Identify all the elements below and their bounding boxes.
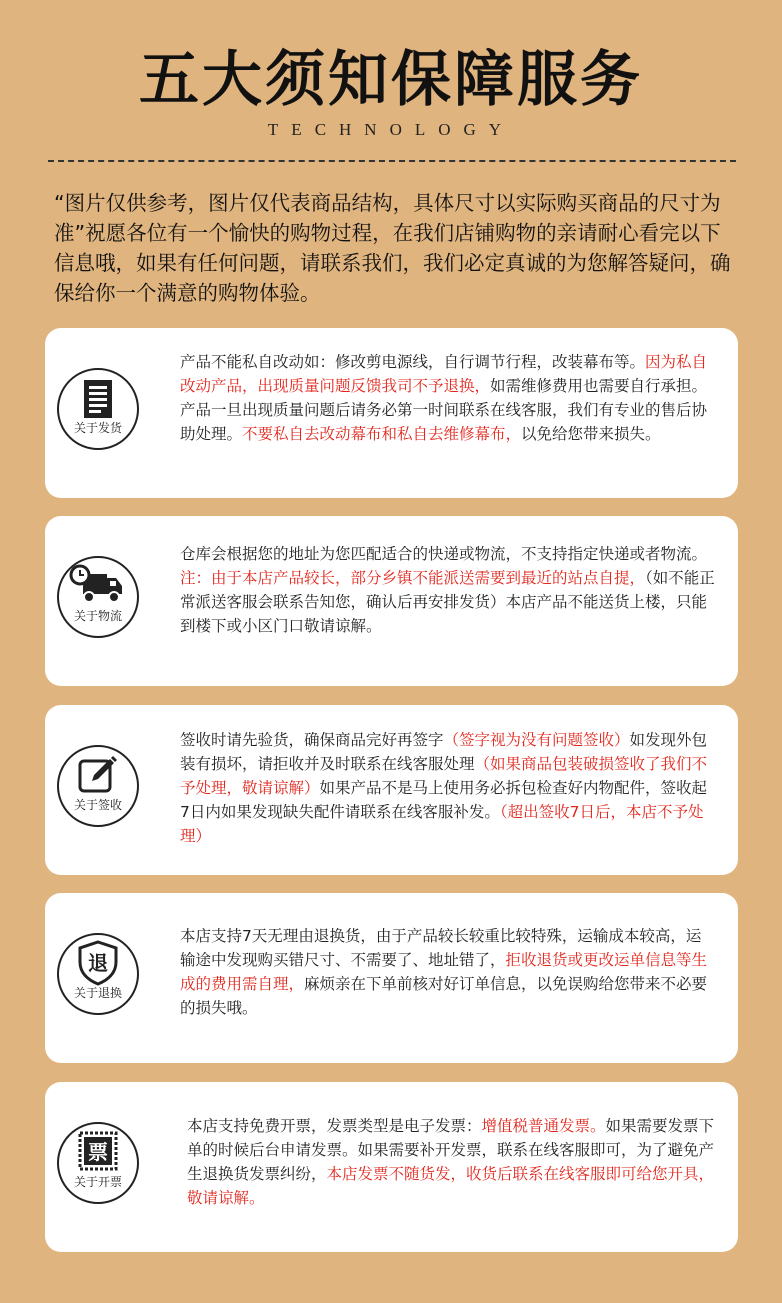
edit-pen-icon	[76, 753, 120, 797]
invoice-badge-glyph: 票	[88, 1140, 108, 1164]
icon-badge-shipping	[57, 368, 139, 450]
page-subtitle: TECHNOLOGY	[267, 120, 515, 139]
text-segment: 以免给您带来损失。	[521, 425, 661, 443]
icon-label-receipt: 关于签收	[73, 798, 122, 812]
text-segment: （如不能正常派送客服会联系告知您，确认后再安排发货）本店产品不能送货上楼，只能到楼下或小区门口敬请谅解。	[180, 569, 715, 635]
text-segment: 如发现外包装有损坏，请拒收并及时联系在线客服处理	[180, 731, 708, 773]
highlight-text-segment: 因为私自改动产品，出现质量问题反馈我司不予退换，	[180, 353, 708, 395]
card-text-logistics	[180, 542, 715, 638]
highlight-text-segment: （签字视为没有问题签收）	[443, 731, 630, 749]
return-shield-icon	[76, 940, 120, 986]
icon-badge-receipt	[57, 745, 139, 827]
card-text-invoice	[187, 1114, 719, 1210]
return-badge-glyph: 退	[88, 951, 108, 975]
invoice-stamp-icon	[76, 1129, 120, 1173]
highlight-text-segment: 拒收退货或更改运单信息等生成的费用需自理，	[180, 951, 708, 993]
highlight-text-segment: 本店发票不随货发，收货后联系在线客服即可给您开具，敬请谅解。	[187, 1165, 715, 1207]
card-returns	[45, 893, 738, 1063]
text-segment: 麻烦亲在下单前核对好订单信息，以免误购给您带来不必要的损失哦。	[180, 975, 708, 1017]
icon-label-returns: 关于退换	[73, 986, 122, 1000]
highlight-text-segment: （如果商品包装破损签收了我们不予处理，敬请谅解）	[180, 755, 708, 797]
icon-badge-invoice	[57, 1122, 139, 1204]
document-icon	[76, 377, 120, 421]
dashed-divider	[48, 160, 736, 162]
highlight-text-segment: 不要私自去改动幕布和私自去维修幕布，	[242, 425, 522, 443]
intro-text: “图片仅供参考，图片仅代表商品结构，具体尺寸以实际购买商品的尺寸为准”祝愿各位有一个愉快的购物过程，在我们店铺购物的亲请耐心看完以下信息哦，如果有任何问题，请联系我们，我们必定真诚的为您解答疑问，确保给你一个满意的购物体验。	[54, 191, 731, 305]
delivery-truck-icon	[69, 564, 125, 608]
text-segment: 产品不能私自改动如：修改剪电源线，自行调节行程，改装幕布等。	[180, 353, 646, 371]
card-invoice	[45, 1082, 738, 1252]
icon-label-shipping: 关于发货	[73, 421, 122, 435]
icon-badge-returns	[57, 933, 139, 1015]
highlight-text-segment: 注：由于本店产品较长，部分乡镇不能派送需要到最近的站点自提，	[180, 569, 646, 587]
card-text-returns	[180, 924, 715, 1020]
card-text-shipping	[180, 350, 715, 446]
icon-badge-logistics	[57, 556, 139, 638]
text-segment: 仓库会根据您的地址为您匹配适合的快递或物流，不支持指定快递或者物流。	[180, 545, 708, 563]
text-segment: 本店支持7天无理由退换货，由于产品较长较重比较特殊，运输成本较高，运输途中发现购买错尺寸、不需要了、地址错了，	[180, 927, 702, 969]
text-segment: 如果需要发票下单的时候后台申请发票。如果需要补开发票，联系在线客服即可，为了避免产生退换货发票纠纷，	[187, 1117, 715, 1183]
icon-label-invoice: 关于开票	[73, 1175, 122, 1189]
highlight-text-segment: 增值税普通发票。	[481, 1117, 606, 1135]
text-segment: 本店支持免费开票，发票类型是电子发票：	[187, 1117, 482, 1135]
card-receipt	[45, 705, 738, 875]
text-segment: 如需维修费用也需要自行承担。产品一旦出现质量问题后请务必第一时间联系在线客服，我们有专业的售后协助处理。	[180, 377, 708, 443]
page-title: 五大须知保障服务	[139, 45, 643, 115]
icon-label-logistics: 关于物流	[73, 609, 122, 623]
card-shipping	[45, 328, 738, 498]
card-text-receipt	[180, 728, 715, 848]
text-segment: 如果产品不是马上使用务必拆包检查好内物配件，签收起7日内如果发现缺失配件请联系在线客服补发。	[180, 779, 708, 821]
card-logistics	[45, 516, 738, 686]
text-segment: 签收时请先验货，确保商品完好再签字	[180, 731, 444, 749]
highlight-text-segment: （超出签收7日后，本店不予处理）	[180, 803, 704, 845]
